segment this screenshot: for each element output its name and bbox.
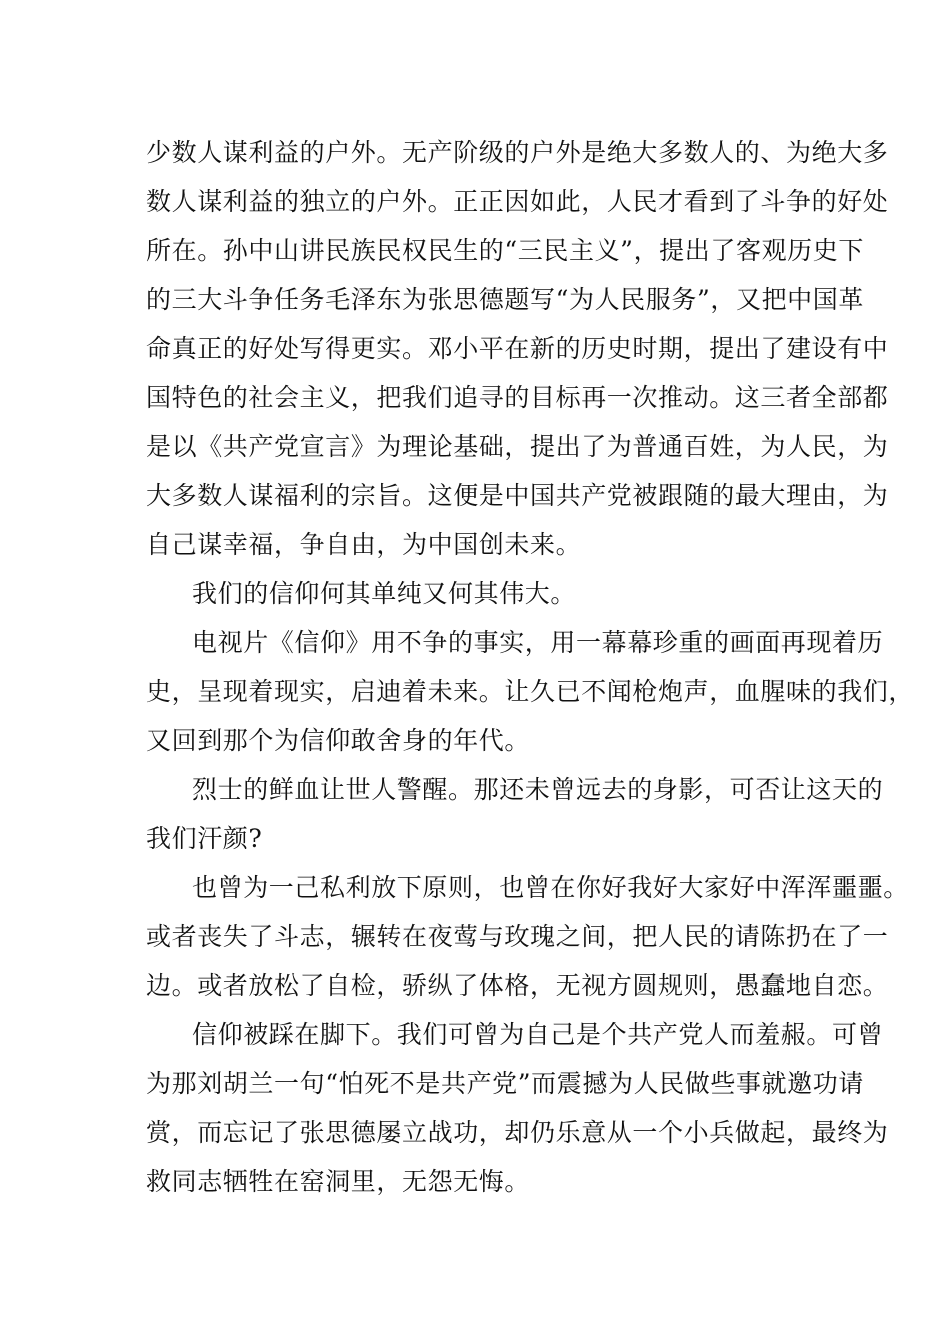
text-line: 或者丧失了斗志，辗转在夜莺与玫瑰之间，把人民的请陈扔在了一	[146, 922, 889, 951]
text-line: 边。或者放松了自检，骄纵了体格，无视方圆规则，愚蠢地自恋。	[146, 971, 889, 1000]
text-line: 数人谋利益的独立的户外。正正因如此，人民才看到了斗争的好处	[146, 187, 889, 216]
text-line: 少数人谋利益的户外。无产阶级的户外是绝大多数人的、为绝大多	[146, 138, 889, 167]
text-line: 赏，而忘记了张思德屡立战功，却仍乐意从一个小兵做起，最终为	[146, 1118, 889, 1147]
text-line: 所在。孙中山讲民族民权民生的“三民主义”，提出了客观历史下	[146, 236, 864, 265]
body-text	[146, 128, 915, 1206]
text-line: 我们汗颜?	[146, 824, 263, 853]
paragraph-first-line: 我们的信仰何其单纯又何其伟大。	[192, 579, 577, 608]
paragraph-first-line: 电视片《信仰》用不争的事实，用一幕幕珍重的画面再现着历	[192, 628, 884, 657]
text-line: 史，呈现着现实，启迪着未来。让久已不闻枪炮声，血腥味的我们，	[146, 677, 915, 706]
text-line: 又回到那个为信仰敢舍身的年代。	[146, 726, 531, 755]
paragraph-first-line: 烈士的鲜血让世人警醒。那还未曾远去的身影，可否让这天的	[192, 775, 884, 804]
text-line: 为那刘胡兰一句“怕死不是共产党”而震撼为人民做些事就邀功请	[146, 1069, 864, 1098]
text-line: 救同志牺牲在窑洞里，无怨无悔。	[146, 1167, 531, 1196]
text-line: 自己谋幸福，争自由，为中国创未来。	[146, 530, 582, 559]
text-line: 命真正的好处写得更实。邓小平在新的历史时期，提出了建设有中	[146, 334, 889, 363]
paragraph-first-line: 信仰被踩在脚下。我们可曾为自己是个共产党人而羞赧。可曾	[192, 1020, 884, 1049]
text-line: 大多数人谋福利的宗旨。这便是中国共产党被跟随的最大理由，为	[146, 481, 889, 510]
text-line: 的三大斗争任务毛泽东为张思德题写“为人民服务”，又把中国革	[146, 285, 864, 314]
text-line: 国特色的社会主义，把我们追寻的目标再一次推动。这三者全部都	[146, 383, 889, 412]
text-line: 是以《共产党宣言》为理论基础，提出了为普通百姓，为人民，为	[146, 432, 889, 461]
paragraph-first-line: 也曾为一己私利放下原则，也曾在你好我好大家好中浑浑噩噩。	[192, 873, 909, 902]
